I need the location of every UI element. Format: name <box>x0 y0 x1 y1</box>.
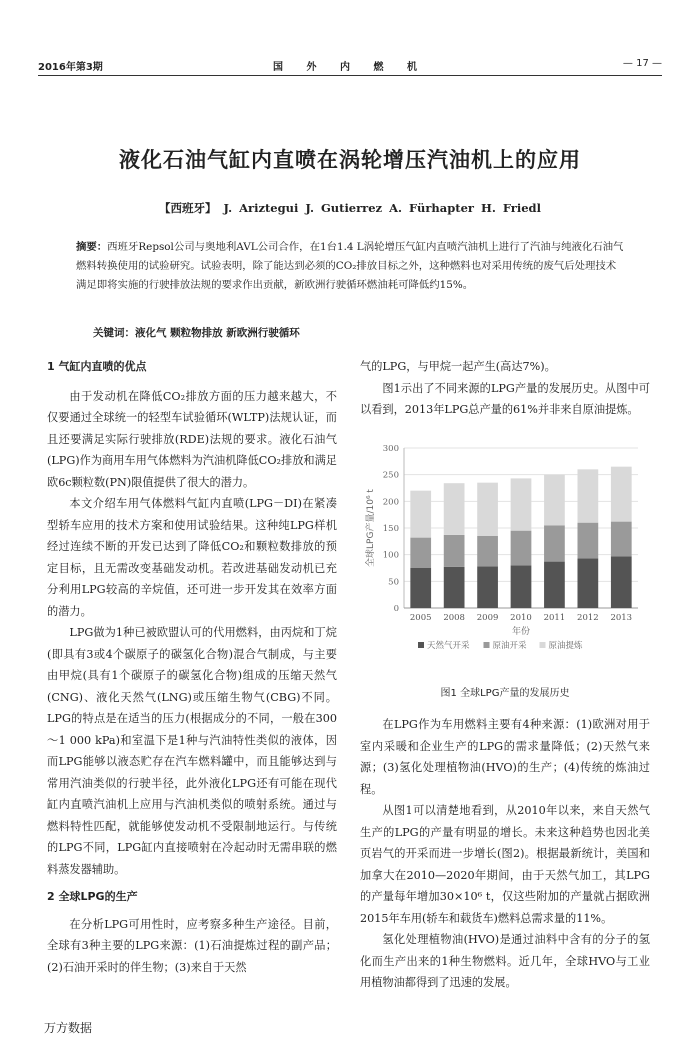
y-tick-label: 0 <box>393 604 399 614</box>
legend-swatch <box>484 642 490 648</box>
y-tick-label: 50 <box>388 577 399 588</box>
bar-segment <box>611 556 632 608</box>
y-tick-label: 200 <box>382 497 399 508</box>
bar-segment <box>511 531 532 566</box>
journal-name: 国 外 内 燃 机 <box>273 62 427 73</box>
x-tick-label: 2010 <box>510 613 532 623</box>
bar-segment <box>477 566 498 608</box>
legend-label: 原油提炼 <box>548 641 583 651</box>
paragraph: 在LPG作为车用燃料主要有4种来源：(1)欧洲对用于室内采暖和企业生产的LPG的需求量降低；(2)天然气来源；(3)氢化处理植物油(HVO)的生产；(4)传统的炼油过程。 <box>360 718 650 796</box>
x-tick-label: 2012 <box>577 613 599 623</box>
issue-label: 2016年第3期 <box>38 62 103 73</box>
keywords: 关键词：液化气 颗粒物排放 新欧洲行驶循环 <box>93 327 300 339</box>
legend-label: 天然气开采 <box>427 641 470 651</box>
y-axis-label: 全球LPG产量/10⁶ t <box>366 489 376 567</box>
x-tick-label: 2008 <box>443 613 465 623</box>
y-tick-label: 100 <box>382 550 399 561</box>
page-number: — 17 — <box>622 58 662 69</box>
y-tick-label: 300 <box>382 444 399 454</box>
bar-segment <box>577 469 598 522</box>
bar-segment <box>577 558 598 608</box>
legend-label: 原油开采 <box>492 641 527 651</box>
section-1-heading: 1 气缸内直喷的优点 <box>47 360 147 373</box>
bar-segment <box>444 567 465 608</box>
paragraph: 在分析LPG可用性时，应考察多种生产途径。目前，全球有3种主要的LPG来源：(1)石油提炼过程的副产品；(2)石油开采时的伴生物；(3)来自于天然 <box>47 917 337 974</box>
x-axis-label: 年份 <box>511 627 531 637</box>
x-tick-label: 2011 <box>543 613 566 623</box>
bar-segment <box>444 483 465 535</box>
legend-swatch <box>540 642 546 648</box>
paragraph: 由于发动机在降低CO₂排放方面的压力越来越大，不仅要通过全球统一的轻型车试验循环(WLTP)法规认证，而且还要满足实际行驶排放(RDE)法规的要求。液化石油气(LPG)作为商用车用气体燃料为汽油机降低CO₂排放和满足欧6c颗粒数(PN)限值提供了很大的潜力。 <box>47 389 337 489</box>
authors: 【西班牙】 J. Ariztegui J. Gutierrez A. Fürhapter H. Friedl <box>159 201 541 215</box>
bar-segment <box>477 483 498 536</box>
bar-segment <box>544 475 565 526</box>
abstract-label: 摘要： <box>76 241 108 253</box>
section-2-heading: 2 全球LPG的生产 <box>47 890 138 903</box>
bar-segment <box>611 467 632 522</box>
bar-segment <box>444 535 465 567</box>
running-header <box>38 58 662 74</box>
left-column <box>47 356 337 978</box>
right-column-top <box>360 356 650 421</box>
figure-1-chart <box>360 438 650 674</box>
bar-segment <box>410 568 431 608</box>
bar-segment <box>477 536 498 566</box>
bar-segment <box>410 491 431 538</box>
x-tick-label: 2009 <box>476 613 499 623</box>
bar-segment <box>611 522 632 557</box>
bar-segment <box>577 523 598 559</box>
x-tick-label: 2005 <box>409 613 432 623</box>
figure-1-caption: 图1 全球LPG产量的发展历史 <box>440 688 570 699</box>
bar-segment <box>544 562 565 608</box>
paragraph: 氢化处理植物油(HVO)是通过油料中含有的分子的氢化而生产出来的1种生物燃料。近几年，全球HVO与工业用植物油都得到了迅速的发展。 <box>360 933 650 989</box>
abstract <box>76 238 624 295</box>
header-rule <box>38 75 662 76</box>
chart-svg <box>360 438 650 674</box>
abstract-text: 西班牙Repsol公司与奥地利AVL公司合作，在1台1.4 L涡轮增压气缸内直喷汽油机上进行了汽油与纯液化石油气燃料转换使用的试验研究。试验表明，除了能达到必须的CO₂排放目标之外，这种燃料也对采用传统的废气后处理技术满足即将实施的行驶排放法规的要求作出贡献，新欧洲行驶循环燃油耗可降低约15%。 <box>76 241 624 291</box>
article-title: 液化石油气缸内直喷在涡轮增压汽油机上的应用 <box>119 148 581 172</box>
y-tick-label: 250 <box>382 470 399 481</box>
footer-watermark: 万方数据 <box>44 1021 93 1035</box>
y-tick-label: 150 <box>382 524 399 534</box>
bar-segment <box>511 565 532 608</box>
bar-segment <box>544 525 565 561</box>
paragraph: 从图1可以清楚地看到，从2010年以来，来自天然气生产的LPG的产量有明显的增长。未来这种趋势也因北美页岩气的开采而进一步增长(图2)。根据最新统计，美国和加拿大在2010—2020年期间，由于天然气加工，其LPG的产量每年增加30×10⁶ t，仅这些附加的产量就占据欧洲2015年车用(轿车和载货车)燃料总需求量的11%。 <box>360 804 650 925</box>
legend-swatch <box>418 642 424 648</box>
paragraph: 本文介绍车用气体燃料气缸内直喷(LPG－DI)在紧凑型轿车应用的技术方案和使用试验结果。这种纯LPG样机经过连续不断的开发已达到了降低CO₂和颗粒数排放的预定目标，且无需改变基础发动机。若改进基础发动机已充分利用LPG较高的辛烷值，还可进一步开发其在效率方面的潜力。 <box>47 497 337 618</box>
bar-segment <box>511 478 532 530</box>
paragraph: LPG做为1种已被欧盟认可的代用燃料，由丙烷和丁烷(即具有3或4个碳原子的碳氢化合物)混合气制成，与主要由甲烷(具有1个碳原子的碳氢化合物)组成的压缩天然气(CNG)、液化天然气(LNG)或压缩生物气(CBG)不同。LPG的特点是在适当的压力(根据成分的不同，一般在300～1 000 kPa)和室温下是1种与汽油特性类似的液体，因而LPG能够以液态贮存在汽车燃料罐中，而且能够达到与常用汽油类似的行驶半径，此外液化LPG还有可能在现代缸内直喷汽油机上应用与汽油机类似的喷射系统。通过与燃料特性匹配，就能够使发动机不受限制地运行。与传统的LPG不同，LPG缸内直接喷射在冷起动时无需串联的燃料蒸发器辅助。 <box>47 626 337 876</box>
right-column-bottom <box>360 714 650 994</box>
paragraph: 图1示出了不同来源的LPG产量的发展历史。从图中可以看到，2013年LPG总产量的61%并非来自原油提炼。 <box>360 381 650 416</box>
bar-segment <box>410 538 431 568</box>
x-tick-label: 2013 <box>610 613 633 623</box>
paragraph: 气的LPG，与甲烷一起产生(高达7%)。 <box>360 360 556 373</box>
